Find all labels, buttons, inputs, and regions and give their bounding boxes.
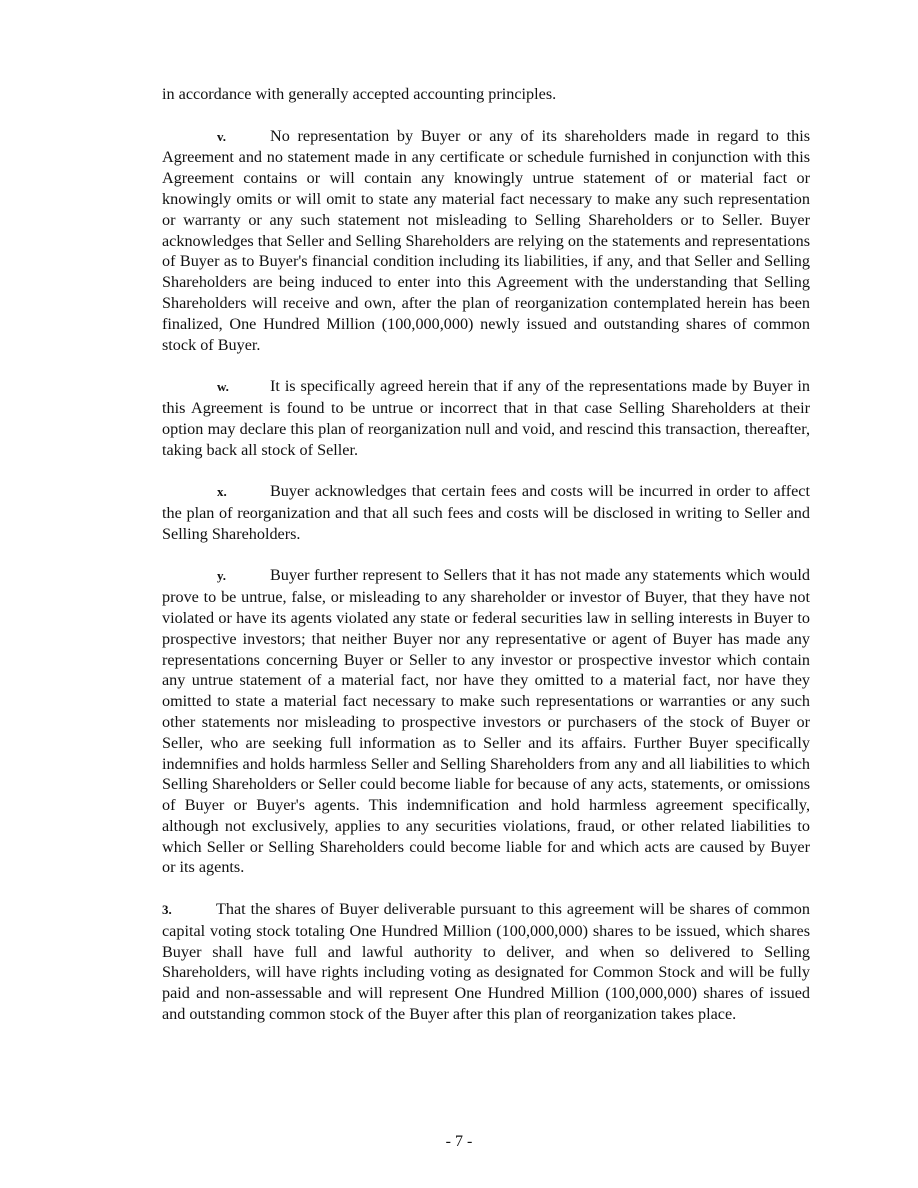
section-y-paragraph xyxy=(162,565,810,878)
section-v-paragraph xyxy=(162,126,810,356)
section-3-paragraph xyxy=(162,899,810,1025)
page-number: - 7 - xyxy=(445,1133,473,1150)
spacer xyxy=(162,105,810,126)
spacer xyxy=(162,460,810,481)
section-x-paragraph xyxy=(162,481,810,544)
intro-paragraph: in accordance with generally accepted accounting principles. xyxy=(162,85,557,103)
section-w-text: It is specifically agreed herein that if any of the representations made by Buyer in this Agreement is found to be untrue or incorrect that in that case Selling Shareholders at their option may declare this plan of reorganization null and void, and rescind this transaction, thereafter, taking back all stock of Seller. xyxy=(162,377,810,459)
section-3-label: 3. xyxy=(162,902,172,918)
spacer xyxy=(162,355,810,376)
section-y-label: y. xyxy=(217,568,227,584)
section-v-label: v. xyxy=(217,128,227,144)
spacer xyxy=(162,878,810,899)
document-body xyxy=(162,84,810,1025)
section-3-text: That the shares of Buyer deliverable pursuant to this agreement will be shares of common capital voting stock totaling One Hundred Million (100,000,000) shares to be issued, which shares Buyer shall have full and lawful authority to deliver, and when so delivered to Selling Shareholders, will have rights including voting as designated for Common Stock and will be fully paid and non-assessable and will represent One Hundred Million (100,000,000) shares of issued and outstanding common stock of the Buyer after this plan of reorganization takes place. xyxy=(162,900,810,1024)
spacer xyxy=(162,545,810,566)
section-w-label: w. xyxy=(217,379,229,395)
section-v-text: No representation by Buyer or any of its shareholders made in regard to this Agreement and no statement made in any certificate or schedule furnished in conjunction with this Agreement contains or will contain any knowingly untrue statement of or material fact or knowingly omits or will omit to state any material fact necessary to make any such representation or warranty or any such statement not misleading to Selling Shareholders or to Seller. Buyer acknowledges that Seller and Selling Shareholders are relying on the statements and representations of Buyer as to Buyer's financial condition including its liabilities, if any, and that Seller and Selling Shareholders are being induced to enter into this Agreement with the understanding that Selling Shareholders will receive and own, after the plan of reorganization contemplated herein has been finalized, One Hundred Million (100,000,000) newly issued and outstanding shares of common stock of Buyer. xyxy=(162,126,810,354)
section-y-text: Buyer further represent to Sellers that it has not made any statements which would prove to be untrue, false, or misleading to any shareholder or investor of Buyer, that they have not violated or have its agents violated any state or federal securities law in selling interests in Buyer to prospective investors; that neither Buyer nor any representative or agent of Buyer has made any representations concerning Buyer or Seller to any investor or prospective investor which contain any untrue statement of a material fact, nor have they omitted to a material fact, nor have they omitted to state a material fact necessary to make such representations or warranties or any such other statements nor misleading to prospective investors or purchasers of the stock of Buyer or Seller, who are seeking full information as to Seller and its affairs. Further Buyer specifically indemnifies and holds harmless Seller and Selling Shareholders from any and all liabilities to which Selling Shareholders or Seller could become liable for because of any acts, statements, or omissions of Buyer or Buyer's agents. This indemnification and hold harmless agreement specifically, although not exclusively, applies to any securities violations, fraud, or other related liabilities to which Seller or Selling Shareholders could become liable for and which acts are caused by Buyer or its agents. xyxy=(162,566,810,877)
section-x-text: Buyer acknowledges that certain fees and costs will be incurred in order to affect the plan of reorganization and that all such fees and costs will be disclosed in writing to Seller and Selling Shareholders. xyxy=(162,482,810,543)
section-x-label: x. xyxy=(217,484,227,500)
section-w-paragraph xyxy=(162,376,810,460)
